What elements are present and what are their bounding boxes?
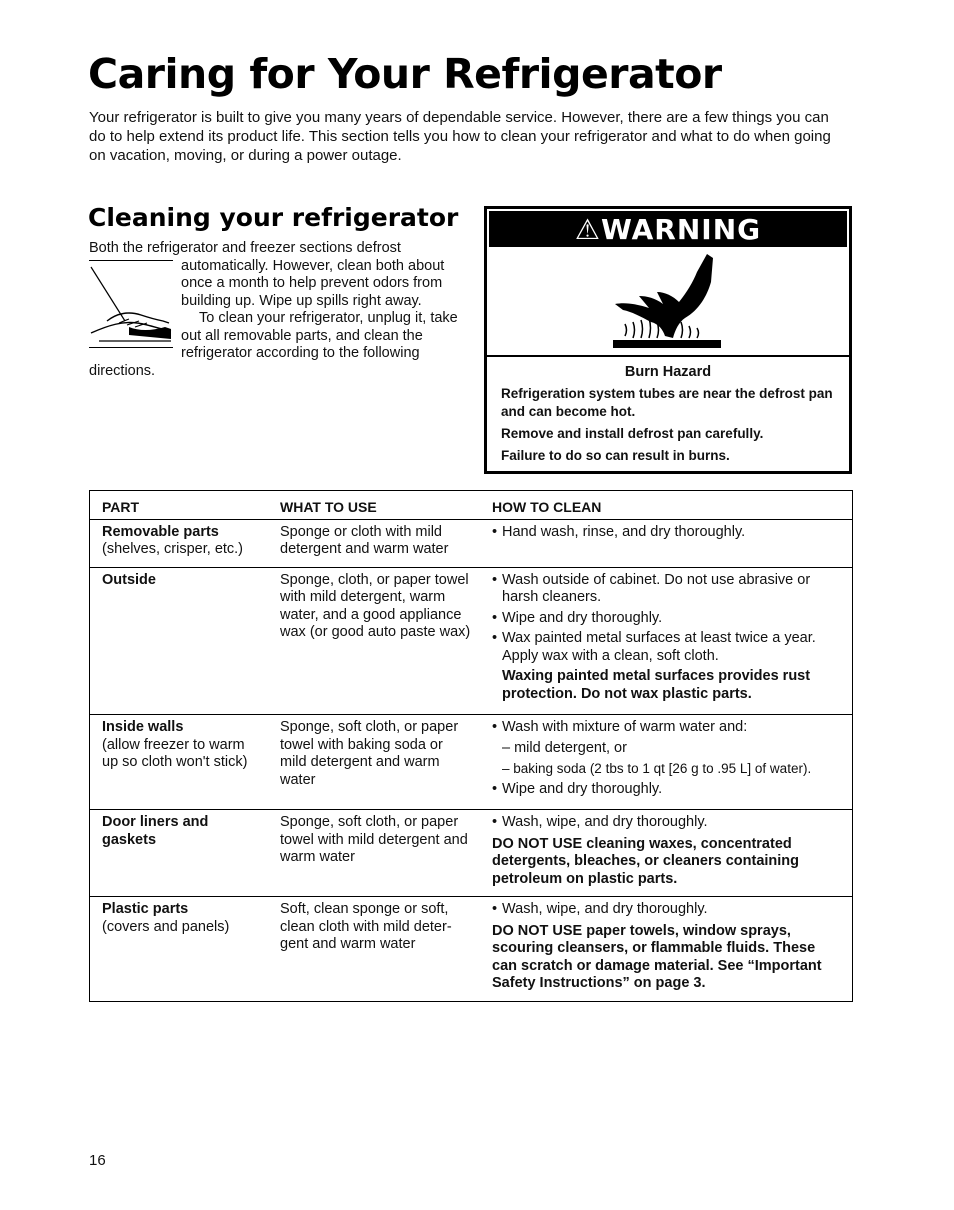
section-heading-cleaning: Cleaning your refrigerator [88, 203, 459, 232]
cleaning-table [89, 490, 853, 1002]
how-item: • Hand wash, rinse, and dry thoroughly. [492, 524, 844, 542]
hot-surface-hand-icon [487, 249, 849, 357]
warning-box [484, 206, 852, 474]
part-name: Outside [102, 571, 156, 588]
how-item: • Wax painted metal surfaces at least twice a year. Apply wax with a clean, soft cloth. [492, 630, 844, 665]
how-item-bold: Waxing painted metal surfaces provides rust protection. Do not wax plastic parts. [502, 668, 811, 702]
part-name: Door liners and gaskets [102, 814, 209, 848]
table-header-part: PART [102, 499, 140, 515]
what-to-use: Sponge or cloth with mild detergent and warm water [280, 523, 449, 557]
table-row [90, 715, 853, 810]
cleaning-para1: automatically. However, clean both about once a month to help prevent odors from building up. Wipe up spills right away. [181, 257, 445, 309]
cleaning-text-block [89, 240, 469, 380]
how-item: • Wash outside of cabinet. Do not use abrasive or harsh cleaners. [492, 572, 844, 607]
how-subitem: – baking soda (2 tbs to 1 qt [26 g to .95 L] of water). [502, 761, 812, 776]
how-to-clean [492, 901, 844, 919]
how-item: • Wipe and dry thoroughly. [492, 781, 844, 799]
part-note: (shelves, crisper, etc.) [102, 541, 244, 557]
warning-triangle-icon: ⚠ [574, 212, 601, 246]
cleaning-para2: To clean your refrigerator, unplug it, take out all removable parts, and clean the refrigerator according to the following directions. [89, 310, 458, 379]
table-row [90, 567, 853, 715]
how-to-clean [492, 814, 844, 832]
what-to-use: Sponge, soft cloth, or paper towel with baking soda or mild detergent and warm water [280, 719, 459, 788]
how-to-clean [492, 572, 844, 704]
how-item: • Wipe and dry thoroughly. [492, 610, 844, 628]
how-item: • Wash with mixture of warm water and: [492, 719, 844, 737]
what-to-use: Soft, clean sponge or soft, clean cloth with mild deter- gent and warm water [280, 901, 452, 952]
how-item: • Wash, wipe, and dry thoroughly. [492, 901, 844, 919]
part-name: Removable parts [102, 523, 219, 540]
table-row [90, 897, 853, 1002]
table-row [90, 519, 853, 567]
table-header-how-to-clean: HOW TO CLEAN [492, 499, 602, 515]
how-subitem: – mild detergent, or [502, 739, 627, 756]
what-to-use: Sponge, cloth, or paper towel with mild detergent, warm water, and a good appliance wax (or good auto paste wax) [280, 571, 471, 640]
how-item: • Wash, wipe, and dry thoroughly. [492, 814, 844, 832]
hand-wiping-icon [89, 260, 173, 348]
part-note: (covers and panels) [102, 918, 230, 935]
part-note: (allow freezer to warm up so cloth won't stick) [102, 736, 248, 770]
table-header-row [90, 491, 853, 520]
part-name: Plastic parts [102, 901, 189, 917]
caution-note: DO NOT USE paper towels, window sprays, scouring cleansers, or flammable fluids. These can scratch or damage material. See “Important Safety Instructions” on page 3. [492, 922, 822, 991]
caution-note: DO NOT USE cleaning waxes, concentrated detergents, bleaches, or cleaners containing petroleum on plastic parts. [492, 835, 800, 887]
intro-paragraph: Your refrigerator is built to give you many years of dependable service. However, there are a few things you can do to help extend its product life. This section tells you how to clean your refrigerator and what to do when going on vacation, moving, or during a power outage. [89, 109, 831, 164]
warning-line: Refrigeration system tubes are near the defrost pan and can become hot. [501, 386, 833, 419]
warning-banner [489, 211, 847, 247]
what-to-use: Sponge, soft cloth, or paper towel with mild detergent and warm water [280, 814, 468, 865]
hazard-title: Burn Hazard [624, 364, 712, 380]
warning-line: Remove and install defrost pan carefully. [501, 426, 764, 441]
warning-body [487, 357, 849, 465]
warning-line: Failure to do so can result in burns. [501, 448, 730, 463]
how-to-clean [492, 524, 844, 542]
cleaning-line1: Both the refrigerator and freezer sections defrost [89, 240, 401, 256]
part-name: Inside walls [102, 719, 184, 735]
how-to-clean [492, 719, 844, 798]
table-row [90, 810, 853, 897]
table-header-what-to-use: WHAT TO USE [280, 499, 377, 515]
page-title: Caring for Your Refrigerator [88, 50, 722, 98]
page-number: 16 [89, 1152, 106, 1169]
warning-label: WARNING [600, 212, 762, 246]
